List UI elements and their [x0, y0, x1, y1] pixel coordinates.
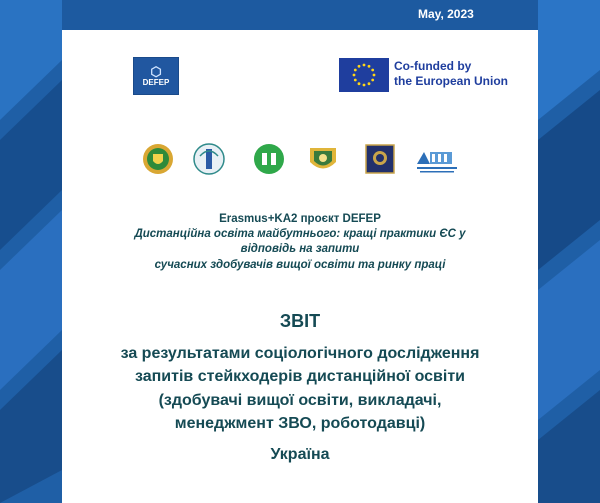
project-subtitle-line2: Дистанційна освіта майбутнього: кращі практики ЄС у [134, 228, 466, 240]
report-date: May, 2023 [418, 7, 474, 21]
green-circle-logo-icon [252, 142, 286, 176]
report-description-line1: за результатами соціологічного дослідження [120, 345, 480, 362]
national-university-building-icon [412, 142, 462, 176]
cofunded-label [394, 59, 508, 89]
defep-logo-text: DEFEP [142, 78, 170, 87]
partner-logos [138, 142, 468, 182]
project-subtitle-line4: сучасних здобувачів вищої освіти та ринку праці [154, 259, 446, 271]
cofunded-line2: the European Union [394, 74, 508, 88]
eu-flag-icon [339, 58, 389, 92]
cofunded-line1: Co-funded by [394, 59, 472, 73]
defep-mark-icon: ⬡ [150, 64, 162, 79]
defep-logo [133, 57, 179, 95]
university-emblem-icon [192, 142, 226, 176]
institute-shield-icon [363, 142, 397, 176]
report-country: Україна [270, 446, 330, 463]
report-description-line4: менеджмент ЗВО, роботодавці) [174, 415, 426, 432]
report-description-line3: (здобувачі вищої освіти, викладачі, [158, 392, 442, 409]
university-crest-icon [141, 142, 175, 176]
academy-crest-icon [306, 142, 340, 176]
project-subtitle-line1: Erasmus+KA2 проєкт DEFEP [219, 213, 381, 225]
report-description-line2: запитів стейкходерів дистанційної освіти [135, 368, 465, 385]
report-title: ЗВІТ [279, 311, 321, 331]
project-subtitle-line3: відповідь на запити [240, 243, 360, 255]
